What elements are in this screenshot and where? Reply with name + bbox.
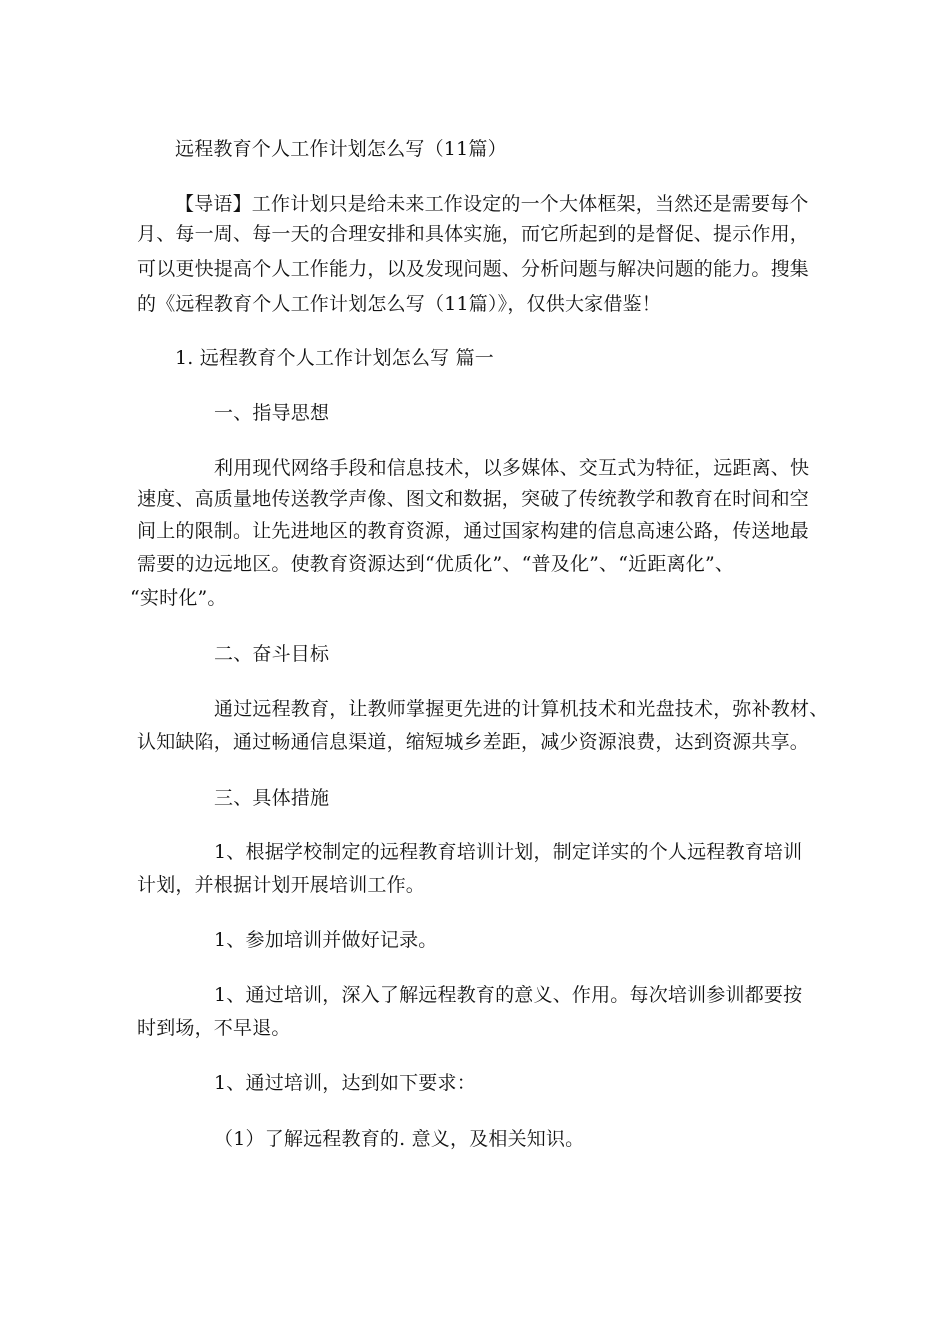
section-3-item-3-line-2: 时到场，不早退。	[137, 1017, 291, 1039]
section-1-line-5: “实时化”。	[130, 587, 227, 609]
section-3-heading: 三、具体措施	[214, 787, 330, 809]
section-3-item-5: （1）了解远程教育的. 意义，及相关知识。	[214, 1128, 585, 1150]
section-3-item-3-line-1: 1、通过培训，深入了解远程教育的意义、作用。每次培训参训都要按	[214, 984, 803, 1006]
section-3-item-2: 1、参加培训并做好记录。	[214, 929, 438, 951]
intro-line-1: 【导语】工作计划只是给未来工作设定的一个大体框架，当然还是需要每个	[175, 193, 809, 215]
section-1-line-1: 利用现代网络手段和信息技术，以多媒体、交互式为特征，远距离、快	[214, 457, 810, 479]
section-3-item-4: 1、通过培训，达到如下要求：	[214, 1072, 476, 1094]
section-2-line-1: 通过远程教育，让教师掌握更先进的计算机技术和光盘技术，弥补教材、	[214, 698, 829, 720]
section-3-item-1-line-2: 计划，并根据计划开展培训工作。	[137, 874, 426, 896]
section-1-line-4: 需要的边远地区。使教育资源达到“优质化”、“普及化”、“近距离化”、	[137, 553, 735, 575]
section-1-line-2: 速度、高质量地传送教学声像、图文和数据，突破了传统教学和教育在时间和空	[137, 488, 810, 510]
section-2-line-2: 认知缺陷，通过畅通信息渠道，缩短城乡差距，减少资源浪费，达到资源共享。	[137, 731, 810, 753]
section-2-heading: 二、奋斗目标	[214, 643, 330, 665]
section-1-line-3: 间上的限制。让先进地区的教育资源，通过国家构建的信息高速公路，传送地最	[137, 520, 810, 542]
intro-line-2: 月、每一周、每一天的合理安排和具体实施，而它所起到的是督促、提示作用，	[137, 223, 810, 245]
section-3-item-1-line-1: 1、根据学校制定的远程教育培训计划，制定详实的个人远程教育培训	[214, 841, 803, 863]
document-title: 远程教育个人工作计划怎么写（11篇）	[175, 138, 507, 160]
article-heading: 1. 远程教育个人工作计划怎么写 篇一	[175, 347, 495, 369]
intro-line-3: 可以更快提高个人工作能力，以及发现问题、分析问题与解决问题的能力。搜集	[137, 258, 810, 280]
section-1-heading: 一、指导思想	[214, 402, 330, 424]
intro-line-4: 的《远程教育个人工作计划怎么写（11篇）》，仅供大家借鉴！	[137, 293, 661, 315]
